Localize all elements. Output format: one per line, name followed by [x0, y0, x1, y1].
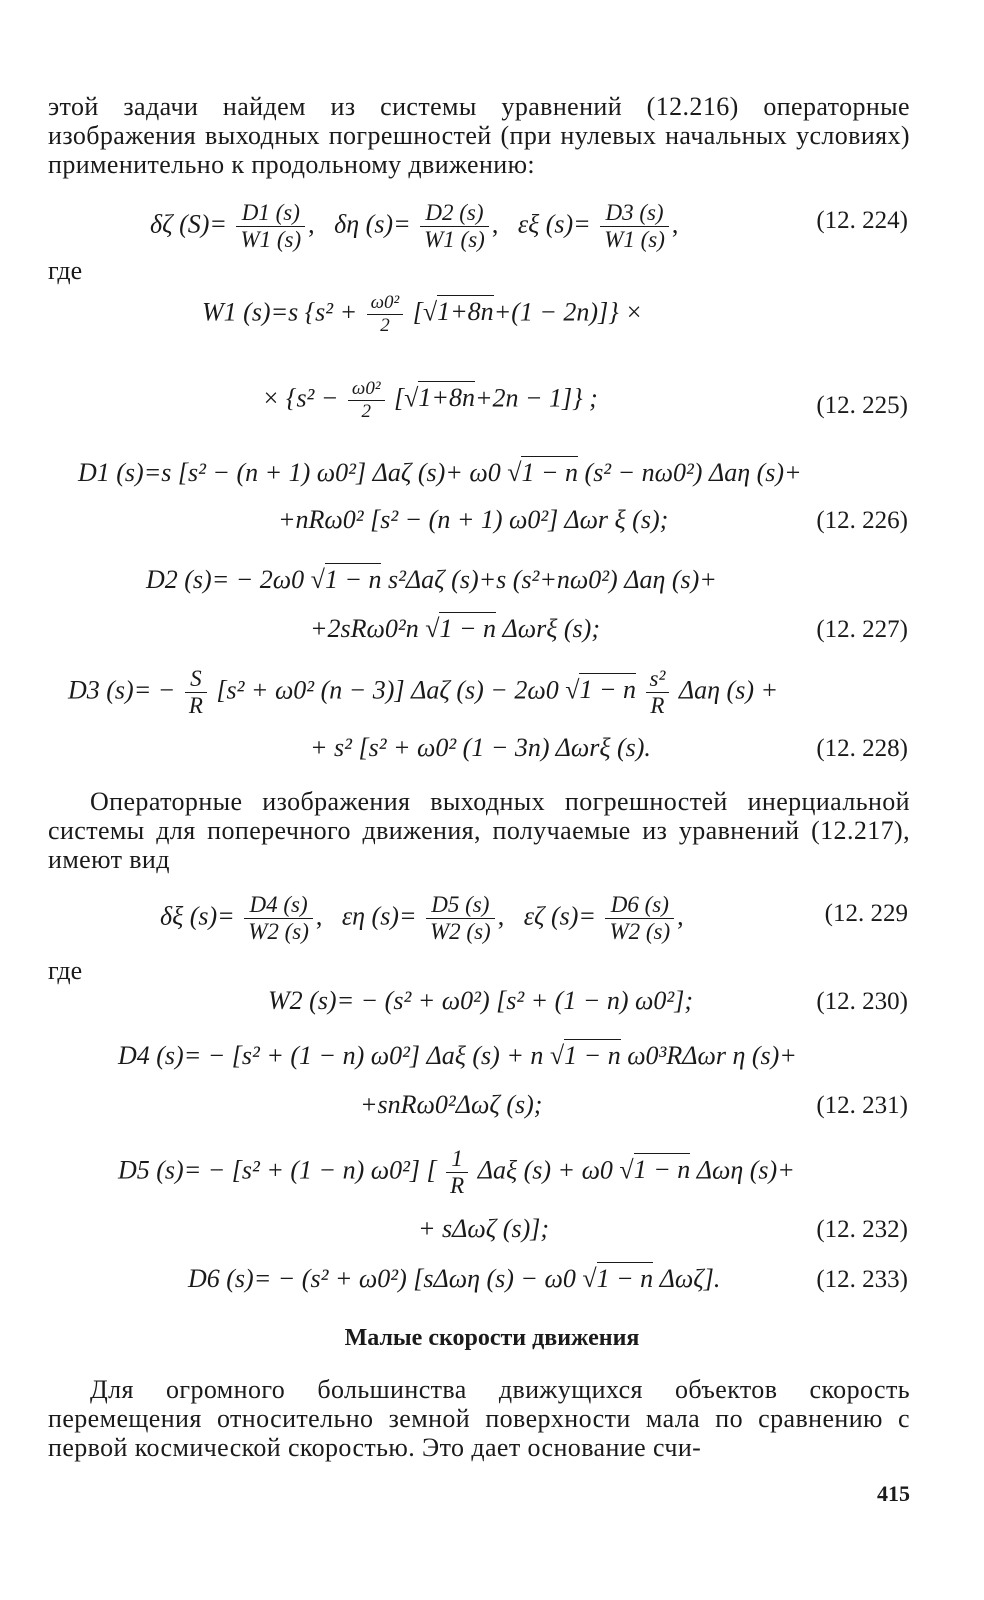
eq226-rad: 1 − n	[521, 458, 579, 487]
equation-12-233	[188, 1264, 720, 1294]
eq224-n2: D2 (s)	[420, 200, 489, 227]
equation-12-232-line1	[118, 1146, 795, 1199]
eq229-lhs3: εζ (s)=	[523, 901, 596, 931]
eq229-n2: D5 (s)	[426, 892, 495, 919]
eq224-d2: W1 (s)	[424, 227, 485, 252]
eq229-number: (12. 229	[824, 900, 908, 927]
eq231-rad: 1 − n	[564, 1041, 621, 1070]
eq230-number: (12. 230)	[816, 988, 908, 1015]
eq226-number: (12. 226)	[816, 507, 908, 534]
eq228-line1-c: Δaη (s) +	[678, 675, 779, 705]
eq228-f2d: R	[650, 693, 665, 718]
eq228-number: (12. 228)	[816, 735, 908, 762]
equation-12-231-line2: +snRω0²Δωζ (s);	[360, 1090, 543, 1119]
eq232-line1-a: D5 (s)= − [s² + (1 − n) ω0²] [	[118, 1155, 437, 1185]
eq227-number: (12. 227)	[816, 616, 908, 643]
eq228-f1n: S	[185, 666, 207, 693]
eq228-f1d: R	[188, 693, 203, 718]
eq229-frac2	[426, 892, 495, 945]
equation-12-228-line1	[68, 666, 778, 719]
eq229-n1: D4 (s)	[244, 892, 313, 919]
eq224-frac2	[420, 200, 489, 253]
eq225-line1-b: [√	[412, 297, 438, 327]
paragraph-transverse: Операторные изображения выходных погрешностей инерциальной системы для поперечного движения, получаемые из уравнений (12.217), имеют вид	[48, 787, 910, 874]
eq225-frac2-n: ω0²	[348, 378, 385, 401]
eq225-frac1	[367, 292, 404, 337]
eq224-lhs1: δζ (S)=	[150, 209, 227, 239]
equation-12-229: δξ (s)= $\frac{D4 (s)}{W2 (s)}$ , εη (s)= $\frac{D5 (s)}{W2 (s)}$ , εζ (s)= $\frac{D6 (s)}{W2 (s)}$ ,	[160, 892, 684, 944]
eq226-line1-a: D1 (s)=s [s² − (n + 1) ω0²] Δaζ (s)+ ω0 √	[78, 458, 522, 487]
eq228-line1-b: [s² + ω0² (n − 3)] Δaζ (s) − 2ω0 √	[216, 675, 580, 705]
eq229-n3: D6 (s)	[605, 892, 674, 919]
eq228-line1-a: D3 (s)= −	[68, 675, 176, 705]
eq227-rad1: 1 − n	[324, 565, 382, 594]
equation-12-230: W2 (s)= − (s² + ω0²) [s² + (1 − n) ω0²];	[268, 986, 693, 1015]
eq228-rad: 1 − n	[579, 675, 637, 705]
eq225-line2-c: +2n − 1]} ;	[474, 383, 598, 413]
eq227-line1-b: s²Δaζ (s)+s (s²+nω0²) Δaη (s)+	[387, 565, 717, 594]
eq232-line1-b: Δaξ (s) + ω0 √	[477, 1155, 634, 1185]
equation-12-232-line2: + sΔωζ (s)];	[418, 1214, 550, 1243]
eq225-frac2	[348, 378, 385, 423]
eq233-line1-a: D6 (s)= − (s² + ω0²) [sΔωη (s) − ω0 √	[188, 1264, 597, 1293]
eq227-line1-a: D2 (s)= − 2ω0 √	[146, 565, 325, 594]
eq224-frac3	[600, 200, 669, 253]
eq229-d1: W2 (s)	[248, 919, 309, 944]
eq225-line1-a: W1 (s)=s {s² +	[202, 297, 358, 327]
eq224-lhs2: δη (s)=	[334, 209, 411, 239]
eq224-lhs3: εξ (s)=	[517, 209, 591, 239]
eq229-lhs2: εη (s)=	[341, 901, 417, 931]
eq226-line1-b: (s² − nω0²) Δaη (s)+	[584, 458, 802, 487]
eq227-rad2: 1 − n	[439, 614, 497, 643]
eq227-line2-b: Δωrξ (s);	[502, 614, 600, 643]
equation-12-226-line2: +nRω0² [s² − (n + 1) ω0²] Δωr ξ (s);	[278, 505, 669, 534]
eq233-number: (12. 233)	[816, 1266, 908, 1293]
eq229-frac3	[605, 892, 674, 945]
word-gde-1: где	[48, 256, 83, 285]
eq229-d3: W2 (s)	[609, 919, 671, 944]
section-heading: Малые скорости движения	[344, 1325, 640, 1351]
eq224-d3: W1 (s)	[604, 227, 665, 252]
equation-12-231-line1	[118, 1041, 797, 1071]
eq228-f2n: s²	[646, 666, 670, 693]
eq232-frac	[446, 1146, 468, 1199]
eq233-rad: 1 − n	[596, 1264, 654, 1293]
eq232-number: (12. 232)	[816, 1216, 908, 1243]
eq232-rad: 1 − n	[633, 1155, 691, 1185]
eq225-number: (12. 225)	[816, 392, 908, 419]
equation-12-228-line2: + s² [s² + ω0² (1 − 3n) Δωrξ (s).	[310, 733, 651, 762]
eq224-frac1	[236, 200, 305, 253]
equation-12-224: δζ (S)= $\frac{D1 (s)}{W1 (s)}$ , δη (s)= $\frac{D2 (s)}{W1 (s)}$ , εξ (s)= $\frac{D3 (s)}{W1 (s)}$ ,	[150, 200, 679, 252]
eq229-d2: W2 (s)	[430, 919, 491, 944]
eq227-line2-a: +2sRω0²n √	[310, 614, 440, 643]
equation-12-225-line2	[262, 378, 598, 423]
eq224-n1: D1 (s)	[236, 200, 305, 227]
eq225-line2-b: [√	[394, 383, 419, 413]
equation-12-226-line1	[78, 458, 802, 488]
equation-12-227-line2	[310, 614, 600, 644]
eq231-line1-b: ω0³RΔωr η (s)+	[627, 1041, 797, 1070]
equation-12-225-line1	[202, 292, 643, 337]
eq225-line1-c: +(1 − 2n)]} ×	[493, 297, 643, 327]
eq225-frac-d: 2	[380, 315, 390, 336]
eq224-d1: W1 (s)	[240, 227, 302, 252]
eq232-line1-c: Δωη (s)+	[696, 1155, 795, 1185]
eq229-lhs1: δξ (s)=	[160, 901, 235, 931]
eq228-frac1	[185, 666, 207, 719]
equation-12-227-line1	[146, 565, 717, 595]
eq231-line1-a: D4 (s)= − [s² + (1 − n) ω0²] Δaξ (s) + n √	[118, 1041, 565, 1070]
eq225-rad2: 1+8n	[418, 383, 475, 413]
eq224-number: (12. 224)	[816, 207, 908, 234]
eq232-fn: 1	[446, 1146, 468, 1173]
eq229-frac1	[244, 892, 313, 945]
eq225-frac-n: ω0²	[367, 292, 404, 315]
eq225-rad1: 1+8n	[437, 297, 494, 327]
eq225-line2-a: × {s² −	[262, 383, 339, 413]
paragraph-intro: этой задачи найдем из системы уравнений (12.216) операторные изображения выходных погрешностей (при нулевых начальных условиях) применительно к продольному движению:	[48, 92, 910, 179]
word-gde-2: где	[48, 956, 83, 985]
eq232-fd: R	[450, 1173, 465, 1198]
eq224-n3: D3 (s)	[600, 200, 669, 227]
paragraph-low-speeds: Для огромного большинства движущихся объектов скорость перемещения относительно земной поверхности мала по сравнению с первой космической скоростью. Это дает основание счи-	[48, 1375, 910, 1462]
eq228-frac2	[646, 666, 670, 719]
eq225-frac2-d: 2	[361, 401, 371, 422]
page-number: 415	[877, 1481, 910, 1506]
eq233-line1-b: Δωζ].	[659, 1264, 721, 1293]
eq231-number: (12. 231)	[816, 1092, 908, 1119]
